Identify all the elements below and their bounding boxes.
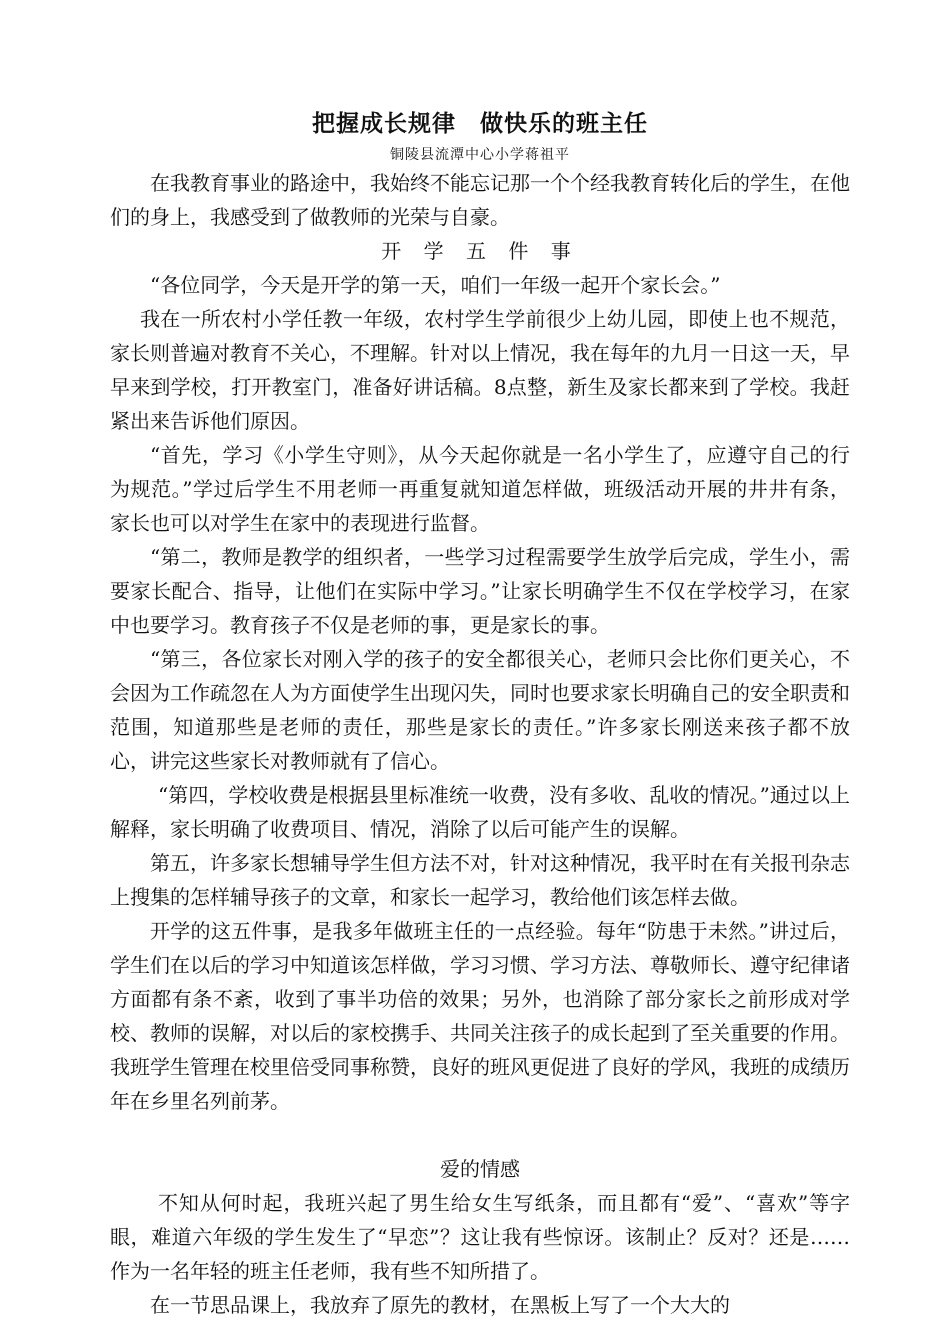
author-line: 铜陵县流潭中心小学蒋祖平 — [390, 147, 570, 163]
intro-paragraph: 在我教育事业的路途中，我始终不能忘记那一个个经我教育转化后的学生，在他们的身上，我感受到了做教师的光荣与自豪。 — [110, 171, 850, 229]
paragraph: “首先，学习《小学生守则》，从今天起你就是一名小学生了，应遵守自己的行为规范。”学过后学生不用老师一再重复就知道怎样做，班级活动开展的井井有条，家长也可以对学生在家中的表现进行监督。 — [110, 443, 850, 535]
document-page — [110, 104, 850, 1322]
section-heading-opening: 开 学 五 件 事 — [381, 239, 579, 263]
section-heading-love: 爱的情感 — [440, 1157, 520, 1181]
paragraph: 开学的这五件事，是我多年做班主任的一点经验。每年“防患于未然。”讲过后，学生们在以后的学习中知道该怎样做，学习习惯、学习方法、尊敬师长、遵守纪律诸方面都有条不紊，收到了事半功倍的效果；另外，也消除了部分家长之前形成对学校、教师的误解，对以后的家校携手、共同关注孩子的成长起到了至关重要的作用。我班学生管理在校里倍受同事称赞，良好的班风更促进了良好的学风，我班的成绩历年在乡里名列前茅。 — [110, 919, 850, 1113]
paragraph: “第二，教师是教学的组织者，一些学习过程需要学生放学后完成，学生小，需要家长配合、指导，让他们在实际中学习。”让家长明确学生不仅在学校学习，在家中也要学习。教育孩子不仅是老师的事，更是家长的事。 — [110, 545, 850, 637]
paragraph: 不知从何时起，我班兴起了男生给女生写纸条，而且都有“爱”、“喜欢”等字眼，难道六年级的学生发生了“早恋”？这让我有些惊讶。该制止？反对？还是……作为一名年轻的班主任老师，我有些不知所措了。 — [110, 1191, 850, 1283]
paragraph: 在一节思品课上，我放弃了原先的教材，在黑板上写了一个大大的 — [150, 1293, 730, 1317]
paragraph: “各位同学，今天是开学的第一天，咱们一年级一起开个家长会。” — [150, 273, 721, 297]
paragraph: 我在一所农村小学任教一年级，农村学生学前很少上幼儿园，即使上也不规范，家长则普遍对教育不关心，不理解。针对以上情况，我在每年的九月一日这一天，早早来到学校，打开教室门，准备好讲话稿。8点整，新生及家长都来到了学校。我赶紧出来告诉他们原因。 — [110, 307, 850, 433]
paragraph: “第四，学校收费是根据县里标准统一收费，没有多收、乱收的情况。”通过以上解释，家长明确了收费项目、情况，消除了以后可能产生的误解。 — [110, 783, 850, 841]
section-spacer — [110, 1118, 850, 1152]
paragraph: 第五，许多家长想辅导学生但方法不对，针对这种情况，我平时在有关报刊杂志上搜集的怎样辅导孩子的文章，和家长一起学习，教给他们该怎样去做。 — [110, 851, 850, 909]
document-title: 把握成长规律 做快乐的班主任 — [312, 111, 648, 137]
paragraph: “第三，各位家长对刚入学的孩子的安全都很关心，老师只会比你们更关心，不会因为工作疏忽在人为方面使学生出现闪失，同时也要求家长明确自己的安全职责和范围，知道那些是老师的责任，那些是家长的责任。”许多家长刚送来孩子都不放心，讲完这些家长对教师就有了信心。 — [110, 647, 850, 773]
